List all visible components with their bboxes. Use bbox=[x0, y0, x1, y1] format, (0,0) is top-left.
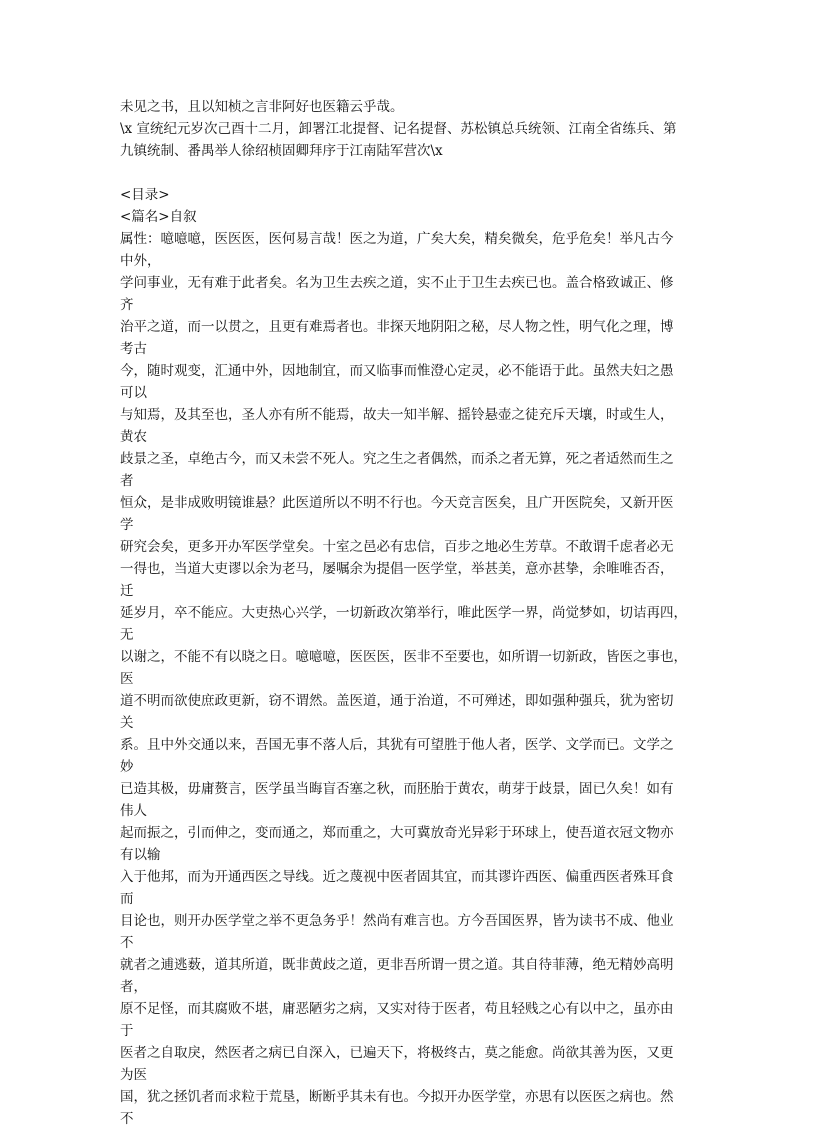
text-line: 与知焉，及其至也，圣人亦有所不能焉，故夫一知半解、摇铃悬壶之徒充斥天壤，时或生人， bbox=[120, 407, 674, 423]
document-page bbox=[120, 96, 710, 1130]
text-line: 就者之逋逃薮，道其所道，既非黄歧之道，更非吾所谓一贯之道。其自待菲薄，绝无精妙高明 bbox=[120, 957, 674, 973]
text-line: 妙 bbox=[120, 759, 134, 775]
text-line: 国，犹之拯饥者而求粒于荒垦，断断乎其未有也。今拟开办医学堂，亦思有以医医之病也。然 bbox=[120, 1089, 674, 1105]
chapter-body bbox=[120, 228, 710, 1130]
text-line: 可以 bbox=[120, 385, 147, 401]
chapter-title: <篇名>自叙 bbox=[120, 209, 197, 225]
text-line: 学 bbox=[120, 517, 134, 533]
preface-closing bbox=[120, 96, 710, 162]
text-line: 属性：噫噫噫，医医医，医何易言哉！医之为道，广矣大矣，精矣微矣，危乎危矣！举凡古今 bbox=[120, 231, 674, 247]
text-line: 医者之自取戾，然医者之病已自深入，已遍天下，将极终古，莫之能愈。尚欲其善为医，又更 bbox=[120, 1045, 674, 1061]
toc-label: <目录> bbox=[120, 187, 170, 203]
text-line: 歧景之圣，卓绝古今，而又未尝不死人。究之生之者偶然，而杀之者无算，死之者适然而生之 bbox=[120, 451, 674, 467]
text-line: 者 bbox=[120, 473, 134, 489]
text-line: 学问事业，无有难于此者矣。名为卫生去疾之道，实不止于卫生去疾已也。盖合格致诚正、修 bbox=[120, 275, 674, 291]
text-line: 者， bbox=[120, 979, 147, 995]
text-line: 道不明而欲使庶政更新，窃不谓然。盖医道，通于治道，不可殚述，即如强种强兵，犹为密切 bbox=[120, 693, 674, 709]
text-line: 而 bbox=[120, 891, 134, 907]
text-line: \x 宣统纪元岁次己酉十二月，卸署江北提督、记名提督、苏松镇总兵统领、江南全省练兵、第 bbox=[120, 121, 677, 137]
text-line: 为医 bbox=[120, 1067, 147, 1083]
text-line: 黄农 bbox=[120, 429, 147, 445]
text-line: 考古 bbox=[120, 341, 147, 357]
text-line: 一得也，当道大吏谬以余为老马，屡嘱余为提倡一医学堂，举甚美，意亦甚挚，余唯唯否否， bbox=[120, 561, 674, 577]
text-line: 起而振之，引而伸之，变而通之，郑而重之，大可冀放奇光异彩于环球上，使吾道衣冠文物亦 bbox=[120, 825, 674, 841]
text-line: 中外， bbox=[120, 253, 161, 269]
text-line: 伟人 bbox=[120, 803, 147, 819]
text-line: 以谢之，不能不有以晓之日。噫噫噫，医医医，医非不至要也，如所谓一切新政，皆医之事也， bbox=[120, 649, 687, 665]
text-line: 原不足怪，而其腐败不堪，庸恶陋劣之病，又实对待于医者，苟且轻贱之心有以中之，虽亦由 bbox=[120, 1001, 674, 1017]
text-line: 齐 bbox=[120, 297, 134, 313]
text-line: 于 bbox=[120, 1023, 134, 1039]
text-line: 有以输 bbox=[120, 847, 161, 863]
text-line: 不 bbox=[120, 1111, 134, 1127]
text-line: 未见之书，且以知桢之言非阿好也医籍云乎哉。 bbox=[120, 99, 404, 115]
text-line: 治平之道，而一以贯之，且更有难焉者也。非探天地阴阳之秘，尽人物之性，明气化之理，博 bbox=[120, 319, 674, 335]
text-line: 已造其极，毋庸赘言，医学虽当晦盲否塞之秋，而胚胎于黄农，萌芽于歧景，固已久矣！如有 bbox=[120, 781, 674, 797]
text-line: 关 bbox=[120, 715, 134, 731]
text-line: 目论也，则开办医学堂之举不更急务乎！然尚有难言也。方今吾国医界，皆为读书不成、他业 bbox=[120, 913, 674, 929]
text-line: 无 bbox=[120, 627, 134, 643]
text-line: 入于他邦，而为开通西医之导线。近之蔑视中医者固其宜，而其谬许西医、偏重西医者殊耳食 bbox=[120, 869, 674, 885]
text-line: 延岁月，卒不能应。大吏热心兴学，一切新政次第举行，唯此医学一界，尚觉梦如，切诘再四， bbox=[120, 605, 687, 621]
text-line: 医 bbox=[120, 671, 134, 687]
text-line: 迁 bbox=[120, 583, 134, 599]
text-line: 系。且中外交通以来，吾国无事不落人后，其犹有可望胜于他人者，医学、文学而已。文学之 bbox=[120, 737, 674, 753]
text-line: 不 bbox=[120, 935, 134, 951]
text-line: 恒众，是非成败明镜谁悬？此医道所以不明不行也。今天竞言医矣，且广开医院矣，又新开医 bbox=[120, 495, 674, 511]
blank-line bbox=[120, 162, 710, 184]
text-line: 九镇统制、番禺举人徐绍桢固卿拜序于江南陆军营次\x bbox=[120, 143, 443, 159]
text-line: 研究会矣，更多开办军医学堂矣。十室之邑必有忠信，百步之地必生芳草。不敢谓千虑者必无 bbox=[120, 539, 674, 555]
text-line: 今，随时观变，汇通中外，因地制宜，而又临事而惟澄心定灵，必不能语于此。虽然夫妇之愚 bbox=[120, 363, 674, 379]
